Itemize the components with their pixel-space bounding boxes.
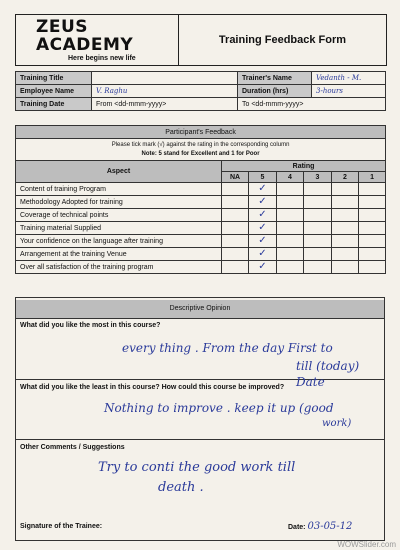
answer-like-most-line-2: till (today) Date — [296, 359, 360, 389]
rating-cell-4[interactable] — [277, 183, 304, 196]
tick-mark-icon: ✓ — [258, 222, 267, 233]
employee-name-label: Employee Name — [16, 85, 92, 98]
aspect-label: Your confidence on the language after training — [16, 235, 222, 248]
rating-cell-3[interactable] — [304, 222, 332, 235]
rating-col-2: 2 — [332, 172, 359, 183]
rating-cell-na[interactable] — [222, 196, 249, 209]
rating-cell-4[interactable] — [277, 222, 304, 235]
instruction-line-2: Note: 5 stand for Excellent and 1 for Poor — [141, 150, 260, 157]
aspect-row — [16, 183, 386, 196]
rating-col-4: 4 — [277, 172, 304, 183]
training-title-field[interactable] — [92, 72, 238, 85]
question-like-most-label: What did you like the most in this course? — [20, 322, 161, 329]
other-comments-line-2: death . — [158, 480, 204, 495]
rating-cell-5[interactable] — [249, 196, 277, 209]
participant-feedback-table — [15, 125, 386, 274]
duration-field[interactable]: 3-hours — [312, 85, 386, 98]
rating-cell-2[interactable] — [332, 183, 359, 196]
feedback-instructions — [16, 139, 386, 161]
rating-cell-5[interactable] — [249, 209, 277, 222]
signature-date — [288, 521, 352, 532]
rating-cell-4[interactable] — [277, 248, 304, 261]
aspect-row — [16, 261, 386, 274]
aspect-row — [16, 196, 386, 209]
form-title: Training Feedback Form — [218, 34, 347, 46]
training-date-to-field[interactable]: To <dd-mmm-yyyy> — [238, 98, 386, 111]
rating-cell-na[interactable] — [222, 222, 249, 235]
aspect-label: Coverage of technical points — [16, 209, 222, 222]
answer-like-least-line-2: work) — [322, 418, 352, 429]
rating-cell-1[interactable] — [359, 183, 386, 196]
watermark: WOWSlider.com — [337, 540, 396, 549]
rating-col-3: 3 — [304, 172, 332, 183]
trainer-name-label: Trainer's Name — [238, 72, 312, 85]
duration-label: Duration (hrs) — [238, 85, 312, 98]
trainee-signature-label: Signature of the Trainee: — [20, 523, 103, 530]
rating-cell-1[interactable] — [359, 235, 386, 248]
descriptive-opinion-heading: Descriptive Opinion — [16, 300, 384, 319]
other-comments[interactable] — [16, 440, 384, 510]
training-title-label: Training Title — [16, 72, 92, 85]
aspect-row — [16, 248, 386, 261]
rating-cell-4[interactable] — [277, 196, 304, 209]
instruction-line-1: Please tick mark (√) against the rating in the corresponding column — [111, 141, 290, 148]
form-header — [15, 14, 387, 66]
rating-cell-1[interactable] — [359, 222, 386, 235]
rating-cell-na[interactable] — [222, 209, 249, 222]
rating-cell-2[interactable] — [332, 248, 359, 261]
rating-cell-3[interactable] — [304, 261, 332, 274]
academy-logo — [16, 15, 179, 65]
rating-cell-1[interactable] — [359, 196, 386, 209]
signature-date-label: Date: — [288, 524, 306, 531]
training-info-table — [15, 71, 386, 111]
training-date-label: Training Date — [16, 98, 92, 111]
aspect-label: Arrangement at the training Venue — [16, 248, 222, 261]
rating-cell-5[interactable] — [249, 183, 277, 196]
tick-mark-icon: ✓ — [258, 209, 267, 220]
rating-header: Rating — [222, 161, 386, 172]
aspect-row — [16, 235, 386, 248]
aspect-label: Training material Supplied — [16, 222, 222, 235]
tick-mark-icon: ✓ — [258, 261, 267, 272]
aspect-row — [16, 222, 386, 235]
question-like-least[interactable] — [16, 380, 384, 440]
rating-col-1: 1 — [359, 172, 386, 183]
participant-feedback-heading: Participant's Feedback — [16, 126, 386, 139]
signature-date-value[interactable]: 03-05-12 — [307, 521, 353, 532]
rating-cell-2[interactable] — [332, 222, 359, 235]
rating-cell-1[interactable] — [359, 248, 386, 261]
rating-cell-5[interactable] — [249, 222, 277, 235]
aspect-row — [16, 209, 386, 222]
rating-cell-na[interactable] — [222, 183, 249, 196]
tick-mark-icon: ✓ — [258, 196, 267, 207]
rating-cell-na[interactable] — [222, 235, 249, 248]
rating-cell-na[interactable] — [222, 248, 249, 261]
aspect-label: Content of training Program — [16, 183, 222, 196]
trainer-name-field[interactable]: Vedanth - M. — [312, 72, 386, 85]
rating-cell-4[interactable] — [277, 261, 304, 274]
question-like-least-label: What did you like the least in this course? How could this course be improved? — [20, 384, 285, 391]
rating-cell-2[interactable] — [332, 235, 359, 248]
other-comments-label: Other Comments / Suggestions — [20, 444, 125, 451]
aspect-header: Aspect — [16, 161, 222, 183]
rating-cell-5[interactable] — [249, 248, 277, 261]
rating-cell-3[interactable] — [304, 235, 332, 248]
rating-cell-5[interactable] — [249, 261, 277, 274]
training-date-from-field[interactable]: From <dd-mmm-yyyy> — [92, 98, 238, 111]
rating-cell-4[interactable] — [277, 235, 304, 248]
rating-cell-na[interactable] — [222, 261, 249, 274]
rating-cell-1[interactable] — [359, 261, 386, 274]
rating-cell-3[interactable] — [304, 196, 332, 209]
rating-cell-1[interactable] — [359, 209, 386, 222]
tick-mark-icon: ✓ — [258, 183, 267, 194]
tick-mark-icon: ✓ — [258, 235, 267, 246]
rating-cell-3[interactable] — [304, 183, 332, 196]
descriptive-opinion-section — [15, 297, 385, 541]
aspect-rows — [16, 183, 386, 274]
rating-col-5: 5 — [249, 172, 277, 183]
answer-like-most-line-1: every thing . From the day First to — [122, 341, 333, 355]
answer-like-least-line-1: Nothing to improve . keep it up (good — [104, 401, 334, 415]
academy-name: ZEUS ACADEMY — [36, 17, 134, 55]
rating-col-na: NA — [222, 172, 249, 183]
aspect-label: Methodology Adopted for training — [16, 196, 222, 209]
employee-name-field[interactable]: V. Raghu — [92, 85, 238, 98]
rating-cell-3[interactable] — [304, 209, 332, 222]
rating-cell-3[interactable] — [304, 248, 332, 261]
tick-mark-icon: ✓ — [258, 248, 267, 259]
other-comments-line-1: Try to conti the good work till — [98, 460, 296, 475]
aspect-label: Over all satisfaction of the training program — [16, 261, 222, 274]
rating-cell-2[interactable] — [332, 209, 359, 222]
rating-cell-2[interactable] — [332, 261, 359, 274]
rating-cell-4[interactable] — [277, 209, 304, 222]
rating-cell-5[interactable] — [249, 235, 277, 248]
rating-cell-2[interactable] — [332, 196, 359, 209]
academy-tagline: Here begins new life — [68, 55, 136, 62]
